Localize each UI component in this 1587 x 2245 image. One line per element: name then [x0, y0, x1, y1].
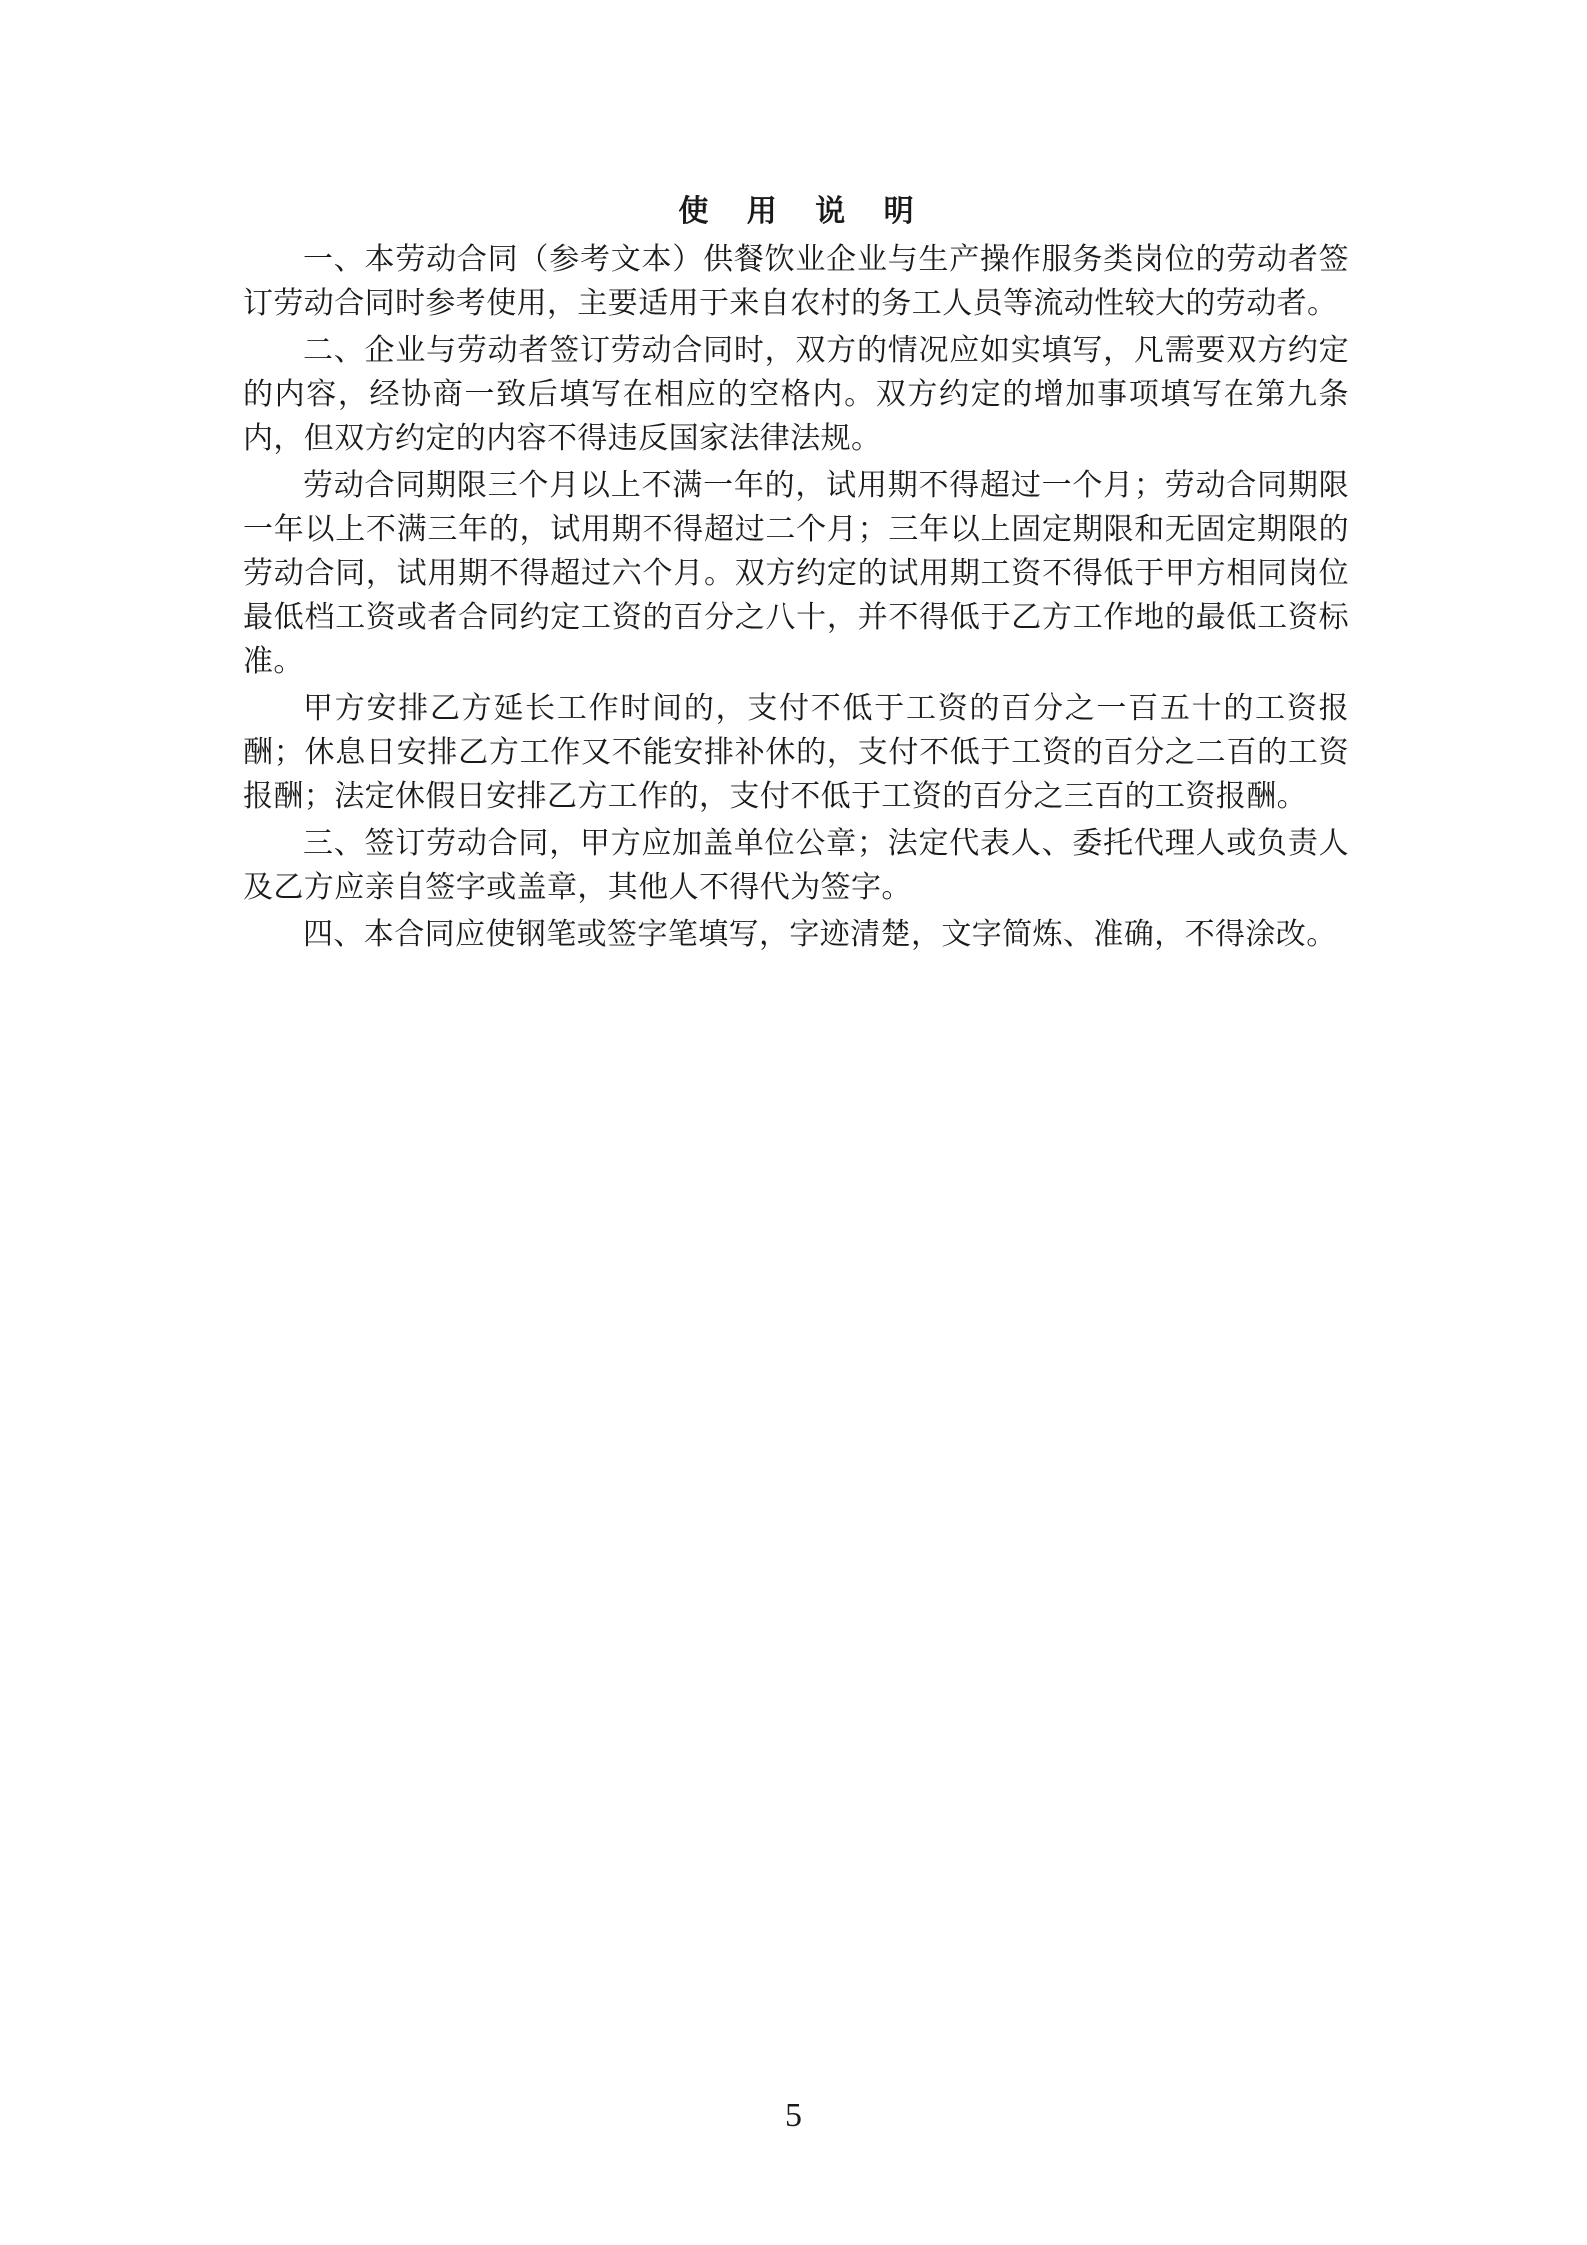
paragraph-1: 一、本劳动合同（参考文本）供餐饮业企业与生产操作服务类岗位的劳动者签订劳动合同时参考使用，主要适用于来自农村的务工人员等流动性较大的劳动者。	[243, 242, 1349, 321]
instructions-section	[243, 190, 1349, 960]
page-title: 使 用 说 明	[678, 194, 928, 229]
page-number: 5	[785, 2097, 802, 2134]
paragraph-4: 甲方安排乙方延长工作时间的，支付不低于工资的百分之一百五十的工资报酬；休息日安排乙方工作又不能安排补休的，支付不低于工资的百分之二百的工资报酬；法定休假日安排乙方工作的，支付不低于工资的百分之三百的工资报酬。	[243, 691, 1349, 814]
paragraph-2: 二、企业与劳动者签订劳动合同时，双方的情况应如实填写，凡需要双方约定的内容，经协商一致后填写在相应的空格内。双方约定的增加事项填写在第九条内，但双方约定的内容不得违反国家法律法规。	[243, 333, 1349, 456]
paragraph-3: 劳动合同期限三个月以上不满一年的，试用期不得超过一个月；劳动合同期限一年以上不满三年的，试用期不得超过二个月；三年以上固定期限和无固定期限的劳动合同，试用期不得超过六个月。双方约定的试用期工资不得低于甲方相同岗位最低档工资或者合同约定工资的百分之八十，并不得低于乙方工作地的最低工资标准。	[243, 468, 1349, 679]
paragraph-5: 三、签订劳动合同，甲方应加盖单位公章；法定代表人、委托代理人或负责人及乙方应亲自签字或盖章，其他人不得代为签字。	[243, 826, 1349, 905]
paragraph-6: 四、本合同应使钢笔或签字笔填写，字迹清楚，文字简炼、准确，不得涂改。	[303, 917, 1337, 952]
